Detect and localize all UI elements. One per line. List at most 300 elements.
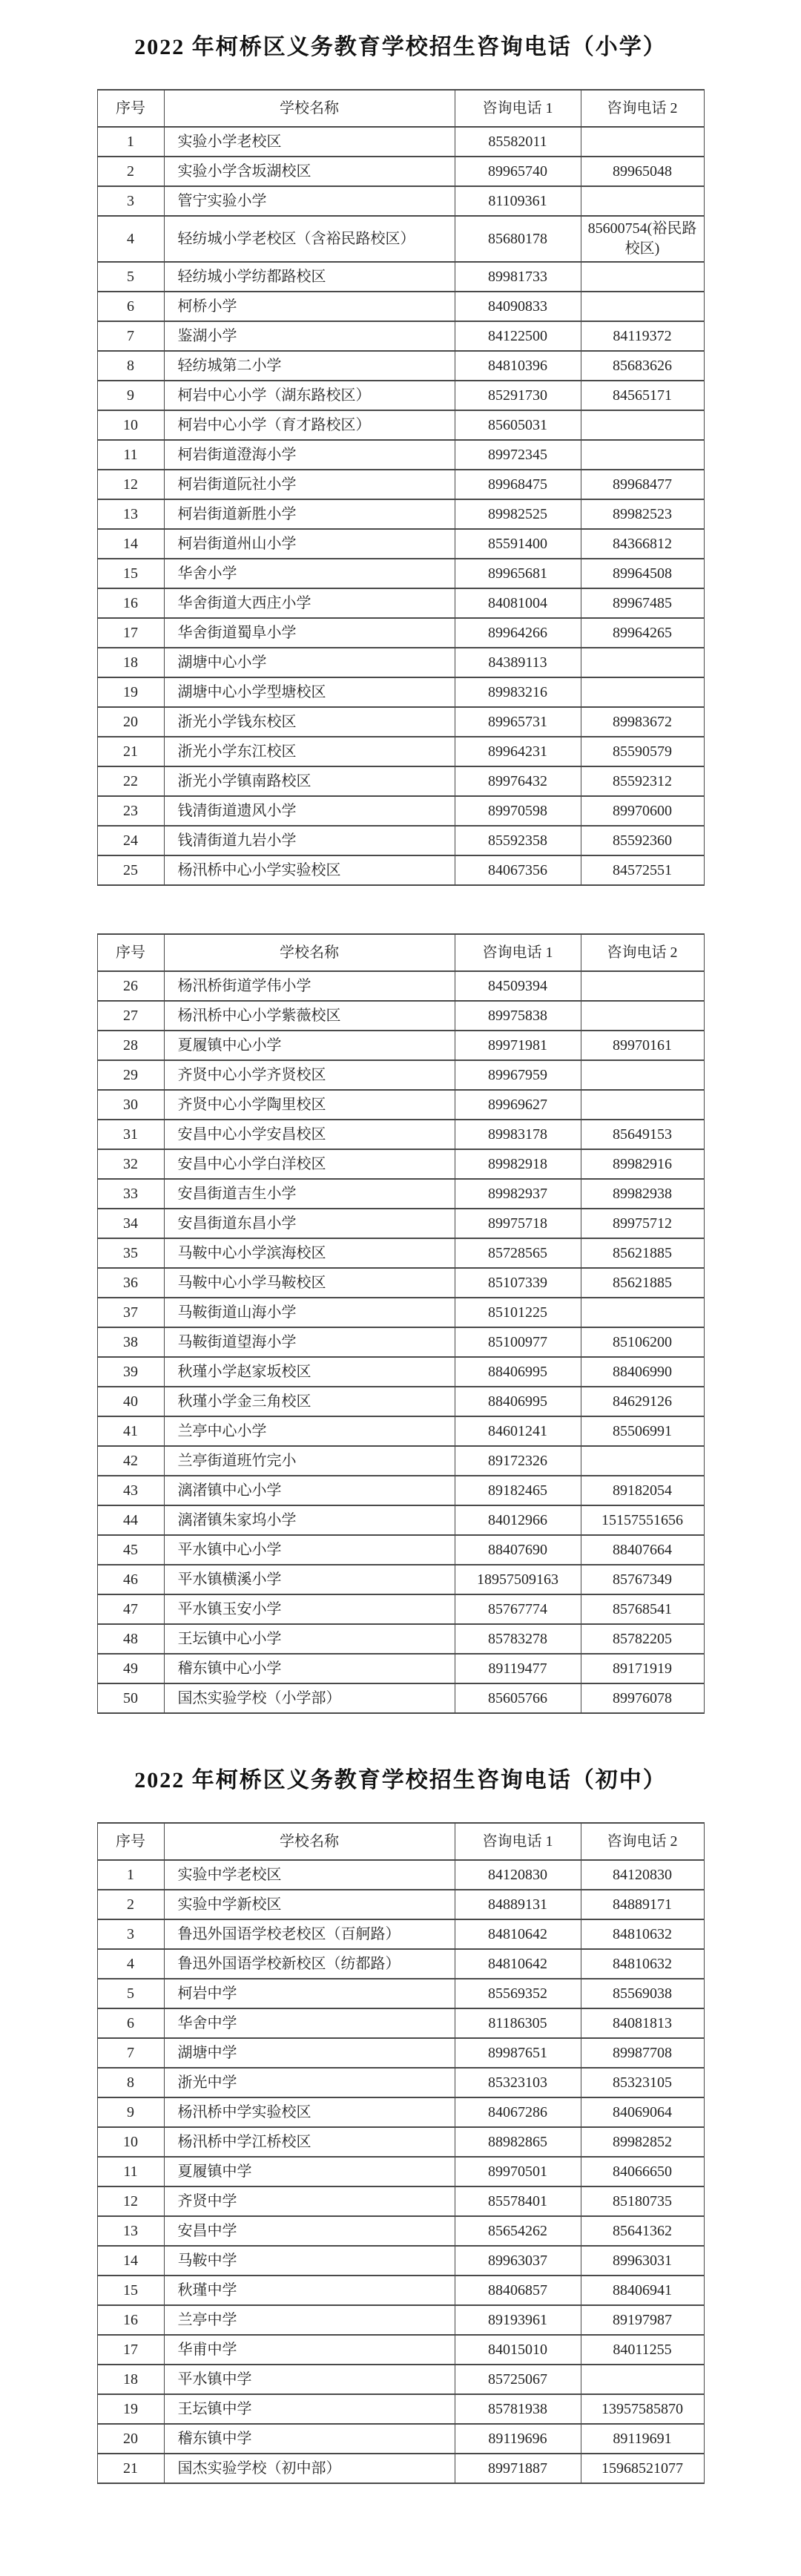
table-row xyxy=(97,2246,704,2276)
school-name-cell: 安昌中心小学白洋校区 xyxy=(164,1149,455,1179)
table-row xyxy=(97,2335,704,2365)
phone1-cell: 89193961 xyxy=(455,2305,581,2335)
phone1-cell: 85323103 xyxy=(455,2068,581,2097)
phone1-cell: 89983216 xyxy=(455,677,581,707)
row-number-cell: 16 xyxy=(97,588,164,618)
school-name-cell: 华舍小学 xyxy=(164,559,455,588)
school-name-cell: 湖塘中学 xyxy=(164,2038,455,2068)
phone2-cell: 88407664 xyxy=(581,1535,704,1565)
phone1-cell: 89968475 xyxy=(455,470,581,499)
row-number-cell: 2 xyxy=(97,157,164,186)
phone2-cell: 89970161 xyxy=(581,1031,704,1060)
row-number-cell: 19 xyxy=(97,677,164,707)
table-row xyxy=(97,410,704,440)
school-name-cell: 钱清街道九岩小学 xyxy=(164,826,455,855)
phone2-cell xyxy=(581,1060,704,1090)
table-row xyxy=(97,1860,704,1890)
row-number-cell: 3 xyxy=(97,1919,164,1949)
phone1-cell: 88406857 xyxy=(455,2276,581,2305)
column-header: 咨询电话 1 xyxy=(455,934,581,971)
table-row xyxy=(97,470,704,499)
table-row xyxy=(97,1594,704,1624)
row-number-cell: 9 xyxy=(97,381,164,410)
school-name-cell: 柯岩街道新胜小学 xyxy=(164,499,455,529)
table-row xyxy=(97,618,704,648)
phone1-cell: 89963037 xyxy=(455,2246,581,2276)
row-number-cell: 1 xyxy=(97,1860,164,1890)
phone2-cell: 84565171 xyxy=(581,381,704,410)
school-name-cell: 杨汛桥中学江桥校区 xyxy=(164,2127,455,2157)
column-header: 序号 xyxy=(97,90,164,127)
row-number-cell: 46 xyxy=(97,1565,164,1594)
row-number-cell: 22 xyxy=(97,766,164,796)
school-name-cell: 齐贤中学 xyxy=(164,2186,455,2216)
phone1-cell: 89969627 xyxy=(455,1090,581,1120)
phone1-cell: 85578401 xyxy=(455,2186,581,2216)
phone2-cell: 84011255 xyxy=(581,2335,704,2365)
phone2-cell: 89968477 xyxy=(581,470,704,499)
middle-school-phone-table xyxy=(97,1822,705,2484)
phone2-cell: 88406990 xyxy=(581,1357,704,1387)
table-row xyxy=(97,1120,704,1149)
phone1-cell: 85592358 xyxy=(455,826,581,855)
phone1-cell: 85582011 xyxy=(455,127,581,157)
table-row xyxy=(97,648,704,677)
phone1-cell: 89981733 xyxy=(455,262,581,292)
phone1-cell: 85605766 xyxy=(455,1683,581,1713)
school-name-cell: 马鞍中心小学马鞍校区 xyxy=(164,1268,455,1298)
table-row xyxy=(97,2008,704,2038)
school-name-cell: 秋瑾小学金三角校区 xyxy=(164,1387,455,1416)
phone2-cell: 84572551 xyxy=(581,855,704,885)
phone2-cell: 85506991 xyxy=(581,1416,704,1446)
phone1-cell: 89983178 xyxy=(455,1120,581,1149)
table-row xyxy=(97,186,704,216)
phone1-cell: 89982918 xyxy=(455,1149,581,1179)
row-number-cell: 48 xyxy=(97,1624,164,1654)
phone2-cell: 85767349 xyxy=(581,1565,704,1594)
phone1-cell: 85591400 xyxy=(455,529,581,559)
row-number-cell: 7 xyxy=(97,321,164,351)
table-row xyxy=(97,1476,704,1505)
school-name-cell: 湖塘中心小学 xyxy=(164,648,455,677)
school-name-cell: 秋瑾中学 xyxy=(164,2276,455,2305)
phone2-cell: 89982852 xyxy=(581,2127,704,2157)
row-number-cell: 12 xyxy=(97,2186,164,2216)
primary-school-phone-table-2 xyxy=(97,933,705,1714)
header-row xyxy=(97,90,704,127)
row-number-cell: 21 xyxy=(97,737,164,766)
table-row xyxy=(97,1090,704,1120)
school-name-cell: 马鞍街道山海小学 xyxy=(164,1298,455,1327)
table-row xyxy=(97,1031,704,1060)
school-name-cell: 国杰实验学校（小学部） xyxy=(164,1683,455,1713)
row-number-cell: 26 xyxy=(97,971,164,1001)
column-header: 咨询电话 2 xyxy=(581,934,704,971)
table-row xyxy=(97,971,704,1001)
table-row xyxy=(97,1238,704,1268)
table-row xyxy=(97,2424,704,2454)
table-row xyxy=(97,1209,704,1238)
column-header: 学校名称 xyxy=(164,90,455,127)
phone1-cell: 85654262 xyxy=(455,2216,581,2246)
row-number-cell: 5 xyxy=(97,262,164,292)
phone2-cell xyxy=(581,440,704,470)
school-name-cell: 马鞍中心小学滨海校区 xyxy=(164,1238,455,1268)
phone2-cell: 85590579 xyxy=(581,737,704,766)
phone1-cell: 84889131 xyxy=(455,1890,581,1919)
school-name-cell: 柯岩街道澄海小学 xyxy=(164,440,455,470)
table-row xyxy=(97,2097,704,2127)
school-name-cell: 漓渚镇中心小学 xyxy=(164,1476,455,1505)
row-number-cell: 38 xyxy=(97,1327,164,1357)
phone2-cell: 13957585870 xyxy=(581,2394,704,2424)
row-number-cell: 45 xyxy=(97,1535,164,1565)
school-name-cell: 鲁迅外国语学校新校区（纺都路） xyxy=(164,1949,455,1979)
phone2-cell: 85323105 xyxy=(581,2068,704,2097)
row-number-cell: 16 xyxy=(97,2305,164,2335)
school-name-cell: 兰亭中学 xyxy=(164,2305,455,2335)
table-row xyxy=(97,1654,704,1683)
phone1-cell: 88407690 xyxy=(455,1535,581,1565)
row-number-cell: 15 xyxy=(97,559,164,588)
phone1-cell: 84810642 xyxy=(455,1949,581,1979)
phone1-cell: 85605031 xyxy=(455,410,581,440)
row-number-cell: 11 xyxy=(97,2157,164,2186)
table-row xyxy=(97,499,704,529)
row-number-cell: 35 xyxy=(97,1238,164,1268)
table-row xyxy=(97,796,704,826)
phone2-cell: 84810632 xyxy=(581,1949,704,1979)
phone2-cell: 84066650 xyxy=(581,2157,704,2186)
school-name-cell: 轻纺城小学老校区（含裕民路校区） xyxy=(164,216,455,262)
table-row xyxy=(97,1327,704,1357)
school-name-cell: 王坛镇中学 xyxy=(164,2394,455,2424)
phone2-cell xyxy=(581,2365,704,2394)
row-number-cell: 49 xyxy=(97,1654,164,1683)
row-number-cell: 19 xyxy=(97,2394,164,2424)
phone1-cell: 84090833 xyxy=(455,292,581,321)
phone2-cell: 89963031 xyxy=(581,2246,704,2276)
phone1-cell: 89967959 xyxy=(455,1060,581,1090)
table-row xyxy=(97,1298,704,1327)
column-header: 咨询电话 1 xyxy=(455,90,581,127)
row-number-cell: 1 xyxy=(97,127,164,157)
table-row xyxy=(97,381,704,410)
phone2-cell xyxy=(581,1446,704,1476)
row-number-cell: 32 xyxy=(97,1149,164,1179)
school-name-cell: 湖塘中心小学型塘校区 xyxy=(164,677,455,707)
row-number-cell: 33 xyxy=(97,1179,164,1209)
phone1-cell: 84122500 xyxy=(455,321,581,351)
header-row xyxy=(97,1823,704,1860)
row-number-cell: 3 xyxy=(97,186,164,216)
phone1-cell: 84601241 xyxy=(455,1416,581,1446)
phone1-cell: 84067286 xyxy=(455,2097,581,2127)
table-row xyxy=(97,855,704,885)
school-name-cell: 华舍街道大西庄小学 xyxy=(164,588,455,618)
row-number-cell: 21 xyxy=(97,2454,164,2483)
header-row xyxy=(97,934,704,971)
table-row xyxy=(97,127,704,157)
school-name-cell: 安昌中学 xyxy=(164,2216,455,2246)
school-name-cell: 浙光小学镇南路校区 xyxy=(164,766,455,796)
phone2-cell xyxy=(581,677,704,707)
row-number-cell: 6 xyxy=(97,2008,164,2038)
phone2-cell: 84629126 xyxy=(581,1387,704,1416)
primary-school-section xyxy=(0,28,801,1714)
school-name-cell: 兰亭街道班竹完小 xyxy=(164,1446,455,1476)
phone2-cell: 15968521077 xyxy=(581,2454,704,2483)
phone2-cell: 89982523 xyxy=(581,499,704,529)
phone2-cell xyxy=(581,1090,704,1120)
phone1-cell: 89172326 xyxy=(455,1446,581,1476)
phone1-cell: 89982525 xyxy=(455,499,581,529)
table-row xyxy=(97,1949,704,1979)
table-row xyxy=(97,1890,704,1919)
school-name-cell: 柯岩中学 xyxy=(164,1979,455,2008)
row-number-cell: 41 xyxy=(97,1416,164,1446)
school-name-cell: 华舍街道蜀阜小学 xyxy=(164,618,455,648)
row-number-cell: 20 xyxy=(97,707,164,737)
table-row xyxy=(97,1001,704,1031)
table-row xyxy=(97,2394,704,2424)
school-name-cell: 秋瑾小学赵家坂校区 xyxy=(164,1357,455,1387)
phone1-cell: 89965731 xyxy=(455,707,581,737)
row-number-cell: 14 xyxy=(97,2246,164,2276)
phone1-cell: 84389113 xyxy=(455,648,581,677)
phone1-cell: 84810642 xyxy=(455,1919,581,1949)
phone2-cell: 89982938 xyxy=(581,1179,704,1209)
table-row xyxy=(97,2068,704,2097)
school-name-cell: 漓渚镇朱家坞小学 xyxy=(164,1505,455,1535)
school-name-cell: 马鞍街道望海小学 xyxy=(164,1327,455,1357)
row-number-cell: 9 xyxy=(97,2097,164,2127)
phone2-cell: 89964265 xyxy=(581,618,704,648)
row-number-cell: 39 xyxy=(97,1357,164,1387)
phone1-cell: 81109361 xyxy=(455,186,581,216)
table-row xyxy=(97,157,704,186)
phone2-cell: 88406941 xyxy=(581,2276,704,2305)
table-row xyxy=(97,1268,704,1298)
school-name-cell: 鲁迅外国语学校老校区（百舸路） xyxy=(164,1919,455,1949)
row-number-cell: 4 xyxy=(97,1949,164,1979)
phone2-cell: 89965048 xyxy=(581,157,704,186)
school-name-cell: 轻纺城第二小学 xyxy=(164,351,455,381)
phone2-cell xyxy=(581,262,704,292)
phone2-cell: 89975712 xyxy=(581,1209,704,1238)
phone1-cell: 18957509163 xyxy=(455,1565,581,1594)
phone2-cell: 85592312 xyxy=(581,766,704,796)
row-number-cell: 17 xyxy=(97,2335,164,2365)
row-number-cell: 10 xyxy=(97,2127,164,2157)
phone1-cell: 85101225 xyxy=(455,1298,581,1327)
table-row xyxy=(97,1357,704,1387)
table-row xyxy=(97,440,704,470)
section-title-middle-school: 2022 年柯桥区义务教育学校招生咨询电话（初中） xyxy=(134,1768,667,1793)
phone1-cell: 89964266 xyxy=(455,618,581,648)
phone2-cell: 89967485 xyxy=(581,588,704,618)
phone2-cell: 89970600 xyxy=(581,796,704,826)
school-name-cell: 华甫中学 xyxy=(164,2335,455,2365)
row-number-cell: 29 xyxy=(97,1060,164,1090)
phone1-cell: 84810396 xyxy=(455,351,581,381)
school-name-cell: 轻纺城小学纺都路校区 xyxy=(164,262,455,292)
middle-school-section xyxy=(0,1761,801,2484)
row-number-cell: 40 xyxy=(97,1387,164,1416)
phone1-cell: 81186305 xyxy=(455,2008,581,2038)
phone1-cell: 89119477 xyxy=(455,1654,581,1683)
row-number-cell: 34 xyxy=(97,1209,164,1238)
row-number-cell: 31 xyxy=(97,1120,164,1149)
school-name-cell: 国杰实验学校（初中部） xyxy=(164,2454,455,2483)
phone1-cell: 85680178 xyxy=(455,216,581,262)
phone2-cell: 85569038 xyxy=(581,1979,704,2008)
phone1-cell: 89972345 xyxy=(455,440,581,470)
table-row xyxy=(97,737,704,766)
phone1-cell: 89964231 xyxy=(455,737,581,766)
school-name-cell: 稽东镇中学 xyxy=(164,2424,455,2454)
phone2-cell: 85641362 xyxy=(581,2216,704,2246)
phone1-cell: 85107339 xyxy=(455,1268,581,1298)
phone2-cell: 84120830 xyxy=(581,1860,704,1890)
phone1-cell: 89119696 xyxy=(455,2424,581,2454)
row-number-cell: 7 xyxy=(97,2038,164,2068)
table-row xyxy=(97,292,704,321)
school-name-cell: 实验中学新校区 xyxy=(164,1890,455,1919)
phone1-cell: 88982865 xyxy=(455,2127,581,2157)
school-name-cell: 安昌中心小学安昌校区 xyxy=(164,1120,455,1149)
phone2-cell: 89171919 xyxy=(581,1654,704,1683)
table-row xyxy=(97,2186,704,2216)
phone2-cell: 85180735 xyxy=(581,2186,704,2216)
row-number-cell: 6 xyxy=(97,292,164,321)
row-number-cell: 43 xyxy=(97,1476,164,1505)
school-name-cell: 华舍中学 xyxy=(164,2008,455,2038)
row-number-cell: 17 xyxy=(97,618,164,648)
table-row xyxy=(97,2127,704,2157)
school-name-cell: 浙光小学钱东校区 xyxy=(164,707,455,737)
table-row xyxy=(97,1919,704,1949)
phone2-cell: 85621885 xyxy=(581,1268,704,1298)
row-number-cell: 44 xyxy=(97,1505,164,1535)
section-title-primary-school: 2022 年柯桥区义务教育学校招生咨询电话（小学） xyxy=(134,35,667,59)
row-number-cell: 30 xyxy=(97,1090,164,1120)
table-row xyxy=(97,2157,704,2186)
phone2-cell xyxy=(581,1298,704,1327)
table-row xyxy=(97,1149,704,1179)
table-row xyxy=(97,1416,704,1446)
row-number-cell: 20 xyxy=(97,2424,164,2454)
phone2-cell: 85768541 xyxy=(581,1594,704,1624)
column-header: 咨询电话 2 xyxy=(581,90,704,127)
phone1-cell: 85291730 xyxy=(455,381,581,410)
row-number-cell: 25 xyxy=(97,855,164,885)
phone2-cell: 89119691 xyxy=(581,2424,704,2454)
table-row xyxy=(97,1624,704,1654)
row-number-cell: 18 xyxy=(97,648,164,677)
school-name-cell: 柯岩街道州山小学 xyxy=(164,529,455,559)
school-name-cell: 王坛镇中心小学 xyxy=(164,1624,455,1654)
phone1-cell: 89975838 xyxy=(455,1001,581,1031)
phone2-cell: 89964508 xyxy=(581,559,704,588)
school-name-cell: 浙光小学东江校区 xyxy=(164,737,455,766)
phone2-cell xyxy=(581,410,704,440)
phone1-cell: 89965740 xyxy=(455,157,581,186)
phone1-cell: 88406995 xyxy=(455,1357,581,1387)
phone1-cell: 89965681 xyxy=(455,559,581,588)
phone2-cell xyxy=(581,292,704,321)
school-name-cell: 马鞍中学 xyxy=(164,2246,455,2276)
table-row xyxy=(97,351,704,381)
phone1-cell: 89971887 xyxy=(455,2454,581,2483)
row-number-cell: 12 xyxy=(97,470,164,499)
phone1-cell: 89970501 xyxy=(455,2157,581,2186)
school-name-cell: 齐贤中心小学齐贤校区 xyxy=(164,1060,455,1090)
column-header: 咨询电话 2 xyxy=(581,1823,704,1860)
table-row xyxy=(97,1505,704,1535)
row-number-cell: 36 xyxy=(97,1268,164,1298)
phone2-cell xyxy=(581,186,704,216)
school-name-cell: 实验小学含坂湖校区 xyxy=(164,157,455,186)
table-row xyxy=(97,1535,704,1565)
phone2-cell: 89987708 xyxy=(581,2038,704,2068)
row-number-cell: 23 xyxy=(97,796,164,826)
table-row xyxy=(97,216,704,262)
phone2-cell: 89983672 xyxy=(581,707,704,737)
phone2-cell: 89982916 xyxy=(581,1149,704,1179)
phone1-cell: 85783278 xyxy=(455,1624,581,1654)
phone1-cell: 85767774 xyxy=(455,1594,581,1624)
school-name-cell: 平水镇中心小学 xyxy=(164,1535,455,1565)
school-name-cell: 平水镇横溪小学 xyxy=(164,1565,455,1594)
phone2-cell: 84889171 xyxy=(581,1890,704,1919)
phone1-cell: 89976432 xyxy=(455,766,581,796)
phone1-cell: 84120830 xyxy=(455,1860,581,1890)
table-row xyxy=(97,559,704,588)
row-number-cell: 10 xyxy=(97,410,164,440)
phone2-cell: 85683626 xyxy=(581,351,704,381)
table-row xyxy=(97,2276,704,2305)
phone1-cell: 85725067 xyxy=(455,2365,581,2394)
table-row xyxy=(97,707,704,737)
table-row xyxy=(97,1446,704,1476)
school-name-cell: 实验中学老校区 xyxy=(164,1860,455,1890)
table-row xyxy=(97,1565,704,1594)
table-row xyxy=(97,766,704,796)
table-row xyxy=(97,1179,704,1209)
phone1-cell: 85781938 xyxy=(455,2394,581,2424)
row-number-cell: 2 xyxy=(97,1890,164,1919)
phone2-cell: 89976078 xyxy=(581,1683,704,1713)
phone2-cell: 84069064 xyxy=(581,2097,704,2127)
table-row xyxy=(97,2216,704,2246)
phone1-cell: 84067356 xyxy=(455,855,581,885)
row-number-cell: 18 xyxy=(97,2365,164,2394)
table-row xyxy=(97,2454,704,2483)
school-name-cell: 浙光中学 xyxy=(164,2068,455,2097)
phone1-cell: 89971981 xyxy=(455,1031,581,1060)
row-number-cell: 4 xyxy=(97,216,164,262)
phone2-cell xyxy=(581,1001,704,1031)
school-name-cell: 杨汛桥中心小学实验校区 xyxy=(164,855,455,885)
school-name-cell: 兰亭中心小学 xyxy=(164,1416,455,1446)
row-number-cell: 13 xyxy=(97,499,164,529)
phone1-cell: 84509394 xyxy=(455,971,581,1001)
table-row xyxy=(97,826,704,855)
school-name-cell: 钱清街道遗风小学 xyxy=(164,796,455,826)
table-row xyxy=(97,529,704,559)
